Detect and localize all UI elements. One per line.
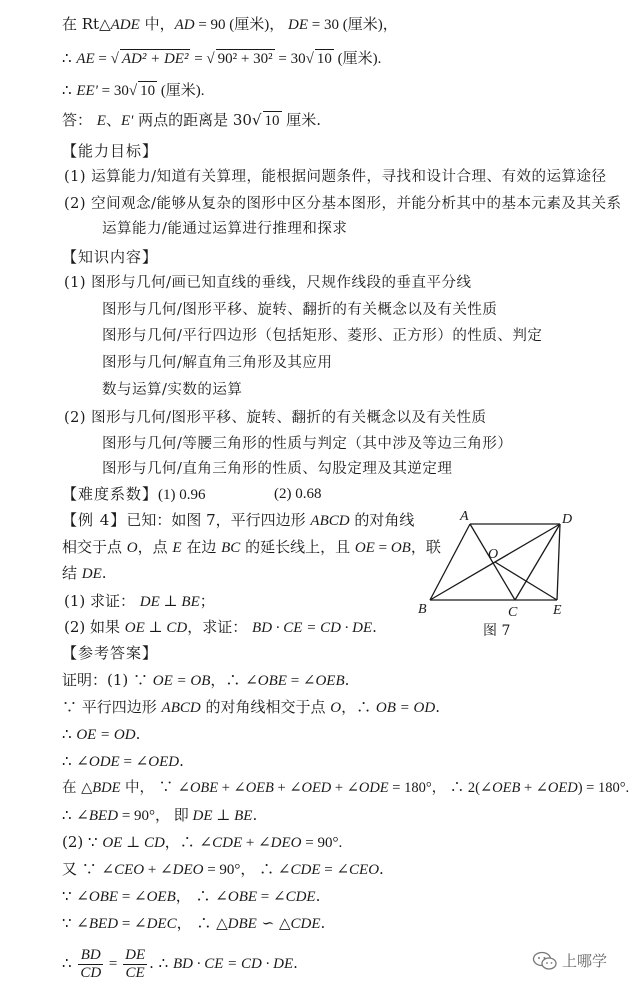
edge-de [557,524,560,600]
wechat-icon [532,951,558,971]
difficulty-value-2: (2) 0.68 [274,486,322,502]
figure-caption: 图 7 [483,623,511,639]
label-b: B [418,602,427,617]
question-1: (1) 求证： DE ⊥ BE； [64,592,215,610]
label-c: C [508,605,518,620]
watermark [532,950,607,971]
knowledge-item: 图形与几何/解直角三角形及其应用 [102,355,333,371]
proof-line: 证明：(1) ∵ OE = OB，∴ ∠OBE = ∠OEB. [62,671,350,689]
question-2: (2) 如果 OE ⊥ CD，求证： BD · CE = CD · DE. [64,618,377,636]
proof-line: ∵ ∠BED = ∠DEC， ∴ △DBE ∽ △CDE. [62,914,326,932]
example-line-3: 结 DE. [62,564,107,582]
diagonal-ac [470,524,515,600]
figure-7-parallelogram [410,505,580,643]
watermark-label: 上哪学 [562,952,608,970]
answer-line: 答： E、E' 两点的距离是 30√ 10 厘米. [62,111,322,129]
solution-line-2: ∴ AE = √ AD² + DE² = √ 90² + 30² = 30√ 10 (厘米). [62,49,382,67]
ability-item: (1) 运算能力/知道有关算理，能根据问题条件，寻找和设计合理、有效的运算途径 [64,169,607,185]
proof-line: ∵ 平行四边形 ABCD 的对角线相交于点 O，∴ OB = OD. [62,698,440,716]
ability-heading: 【能力目标】 [62,142,159,160]
label-e: E [553,603,562,618]
knowledge-item: (1) 图形与几何/画已知直线的垂线，尺规作线段的垂直平分线 [64,275,472,291]
difficulty-value-1: (1) 0.96 [158,487,206,503]
difficulty-label: 【难度系数】 [62,485,159,503]
knowledge-item: 图形与几何/图形平移、旋转、翻折的有关概念以及有关性质 [102,302,498,318]
proof-line: 在 △BDE 中， ∵ ∠OBE + ∠OEB + ∠OED + ∠ODE = 180°， ∴ 2(∠OEB + ∠OED) = 180°. [62,780,630,796]
solution-line-3: ∴ EE' = 30√ 10 (厘米). [62,81,205,99]
difficulty-row [62,484,206,505]
label-o: O [488,547,499,562]
proof-line: 又 ∵ ∠CEO + ∠DEO = 90°， ∴ ∠CDE = ∠CEO. [62,860,384,878]
proof-line: ∴ OE = OD. [62,725,141,743]
label-a: A [460,509,469,524]
ability-item: (2) 空间观念/能够从复杂的图形中区分基本图形，并能分析其中的基本元素及其关系 [64,196,622,212]
knowledge-heading: 【知识内容】 [62,248,159,266]
proof-line: ∴ ∠BED = 90°， 即 DE ⊥ BE. [62,806,258,824]
fraction-bd-cd: $\frac{BD}{CD}$ [80,946,102,981]
fraction-de-ce: $\frac{DE}{CE}$ [125,946,146,981]
knowledge-item: (2) 图形与几何/图形平移、旋转、翻折的有关概念以及有关性质 [64,410,487,426]
proof-line-final: ∴ $\frac{BD}{CD}$ = $\frac{DE}{CE}$ . ∴ BD · CE = CD · DE. [62,946,298,981]
solution-line-1: 在 Rt△ADE 中，AD = 90 (厘米)， DE = 30 (厘米)， [62,15,398,33]
proof-line: (2) ∵ OE ⊥ CD，∴ ∠CDE + ∠DEO = 90°. [62,833,343,851]
ability-item: 运算能力/能通过运算进行推理和探求 [102,221,348,237]
proof-line: ∵ ∠OBE = ∠OEB， ∴ ∠OBE = ∠CDE. [62,887,321,905]
knowledge-item: 图形与几何/平行四边形（包括矩形、菱形、正方形）的性质、判定 [102,328,543,344]
label-d: D [562,512,573,527]
example-line-1: 【例 4】已知：如图 7，平行四边形 ABCD 的对角线 [62,511,415,529]
answer-heading: 【参考答案】 [62,644,159,662]
knowledge-item: 数与运算/实数的运算 [102,382,243,398]
knowledge-item: 图形与几何/直角三角形的性质、勾股定理及其逆定理 [102,461,453,477]
knowledge-item: 图形与几何/等腰三角形的性质与判定（其中涉及等边三角形） [102,436,513,452]
example-line-2: 相交于点 O，点 E 在边 BC 的延长线上，且 OE = OB，联 [62,538,441,556]
proof-line: ∴ ∠ODE = ∠OED. [62,752,184,770]
